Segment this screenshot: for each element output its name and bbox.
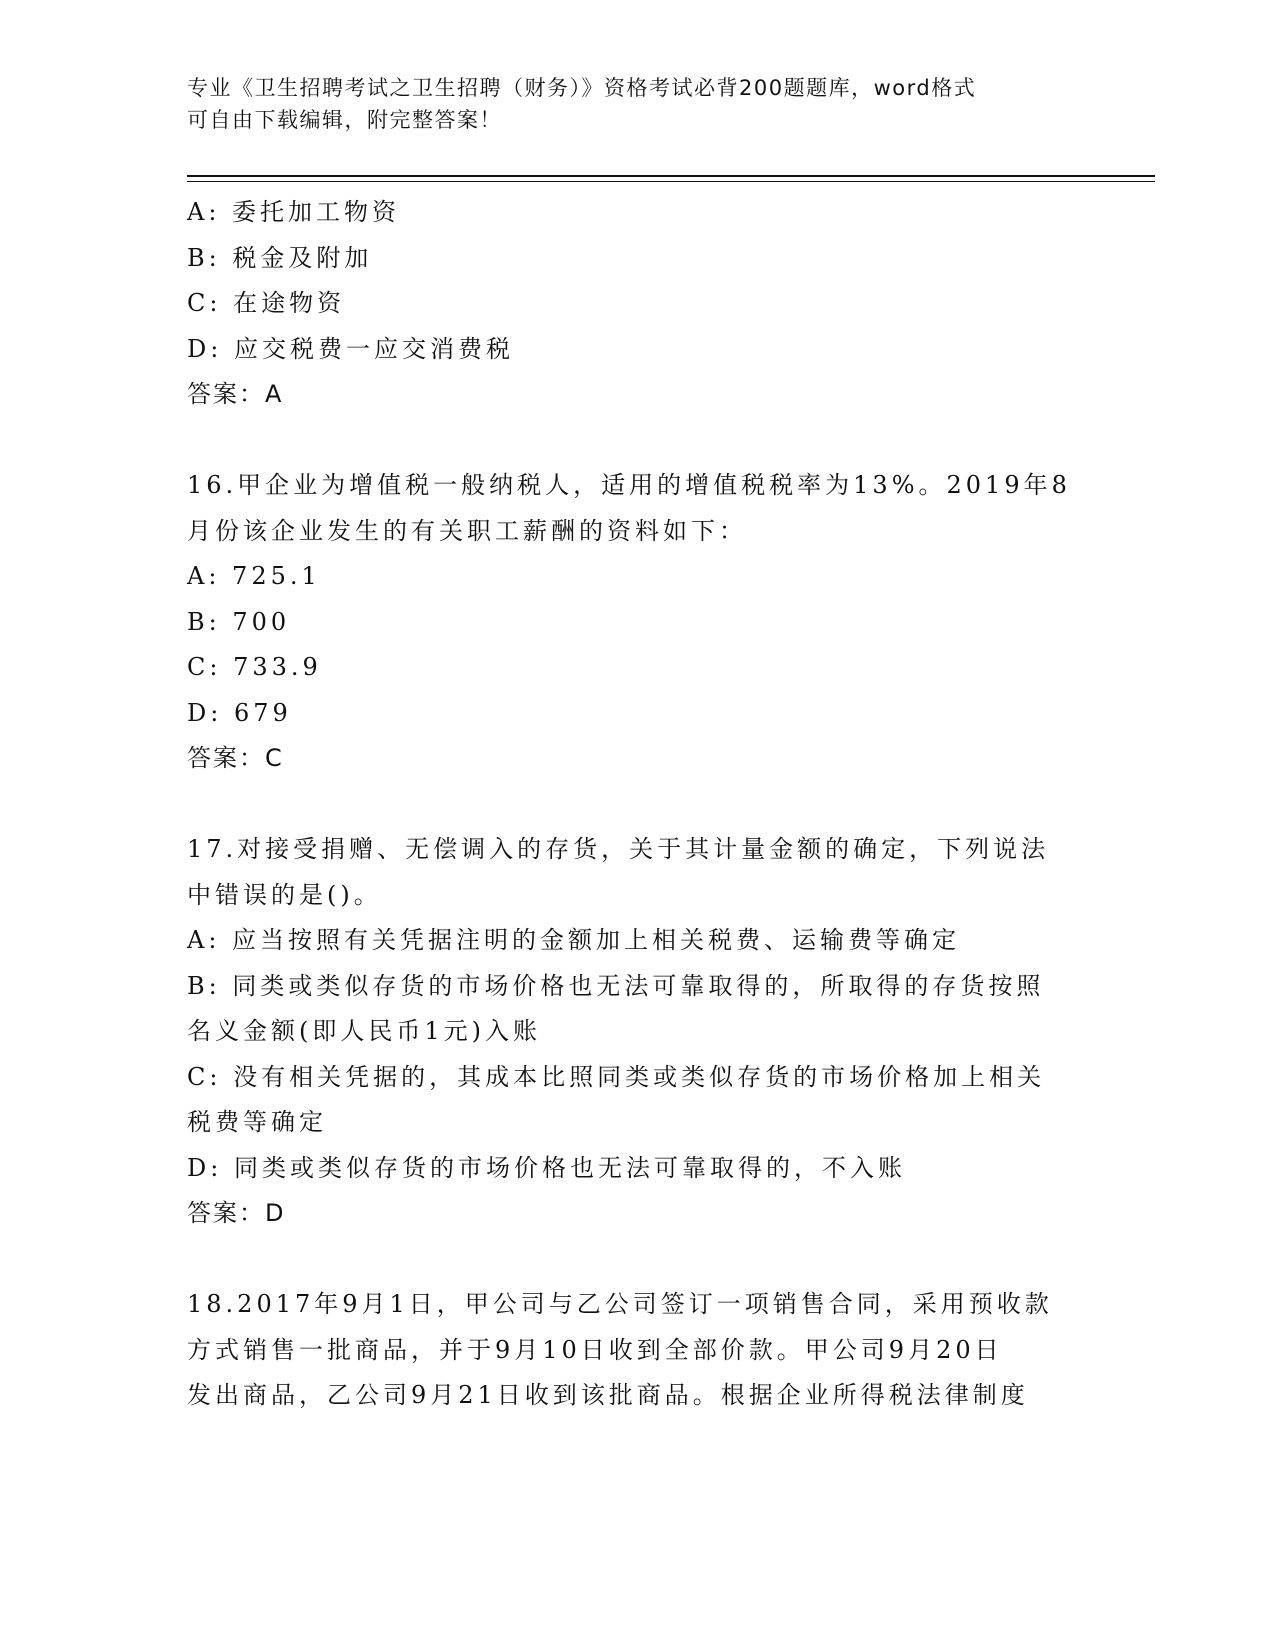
answer-line: 答案：D [187,1199,286,1227]
question-16 [187,463,1087,782]
question-stem-line: 中错误的是()。 [187,880,382,909]
option-b: B: 同类或类似存货的市场价格也无法可靠取得的，所取得的存货按照 [187,971,1045,1000]
option-a: A: 725.1 [187,562,321,590]
question-stem-line: 方式销售一批商品，并于9月10日收到全部价款。甲公司9月20日 [187,1335,1003,1364]
question-stem-line: 月份该企业发生的有关职工薪酬的资料如下： [187,516,747,545]
option-c-continued: 税费等确定 [187,1108,327,1136]
spacer [187,418,1087,464]
question-stem-line: 16.甲企业为增值税一般纳税人，适用的增值税税率为13%。2019年8 [187,471,1071,499]
option-c: C: 没有相关凭据的，其成本比照同类或类似存货的市场价格加上相关 [187,1062,1046,1091]
spacer [187,1237,1087,1283]
option-a: A: 应当按照有关凭据注明的金额加上相关税费、运输费等确定 [187,926,961,954]
option-d: D: 679 [187,698,292,727]
option-d: D: 应交税费一应交消费税 [187,334,514,363]
spacer [187,782,1087,828]
option-c: C: 733.9 [187,653,322,681]
header-divider-thick [187,175,1155,177]
header-line-2: 可自由下载编辑，附完整答案！ [187,108,502,132]
question-stem-line: 18.2017年9月1日，甲公司与乙公司签订一项销售合同，采用预收款 [187,1290,1053,1318]
header-divider-thin [187,181,1155,182]
document-header [187,72,1067,136]
option-d: D: 同类或类似存货的市场价格也无法可靠取得的，不入账 [187,1153,906,1182]
question-stem-line: 发出商品，乙公司9月21日收到该批商品。根据企业所得税法律制度 [187,1381,1029,1409]
option-b-continued: 名义金额(即人民币1元)入账 [187,1017,541,1045]
answer-line: 答案：C [187,744,284,772]
option-c: C: 在途物资 [187,289,346,317]
question-content [187,190,1087,1419]
option-a: A: 委托加工物资 [187,198,401,226]
question-stem-line: 17.对接受捐赠、无偿调入的存货，关于其计量金额的确定，下列说法 [187,835,1050,863]
question-15 [187,190,1087,418]
option-b: B: 税金及附加 [187,243,373,272]
option-b: B: 700 [187,607,291,636]
question-18 [187,1282,1087,1419]
answer-line: 答案：A [187,380,284,408]
question-17 [187,827,1087,1237]
header-line-1: 专业《卫生招聘考试之卫生招聘（财务）》资格考试必背200题题库，word格式 [187,76,977,100]
